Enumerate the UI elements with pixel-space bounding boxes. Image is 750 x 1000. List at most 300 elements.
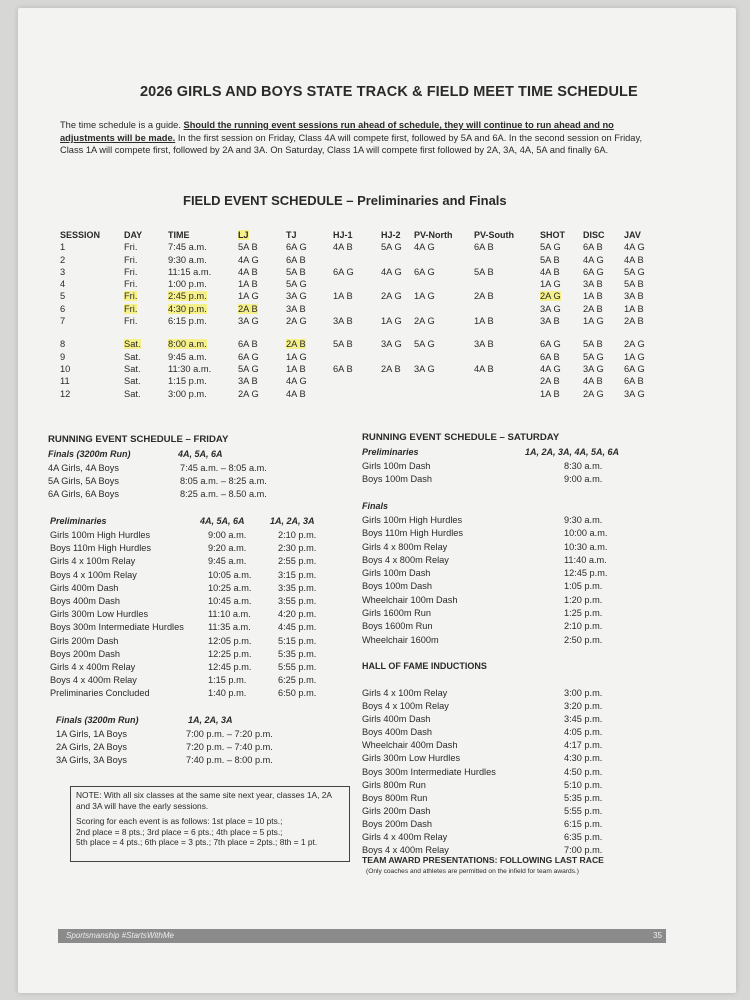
schedule-cell: 1:05 p.m. xyxy=(564,581,603,592)
footer-slogan: Sportsmanship #StartsWithMe xyxy=(66,931,174,940)
field-cell-text: 6:15 p.m. xyxy=(168,316,207,327)
field-cell xyxy=(381,278,414,290)
field-cell-text: 8:00 a.m. xyxy=(168,339,207,350)
field-cell-text: 1A B xyxy=(238,279,258,290)
schedule-cell: Girls 800m Run xyxy=(362,779,426,790)
field-cell xyxy=(124,315,168,333)
field-cell xyxy=(583,303,624,315)
document-page xyxy=(18,8,736,993)
field-cell-text: 3A B xyxy=(238,376,258,387)
schedule-cell: 1:15 p.m. xyxy=(208,675,247,686)
schedule-cell: Girls 300m Low Hurdles xyxy=(50,609,149,620)
field-cell xyxy=(168,278,238,290)
field-cell-text: 5A B xyxy=(333,339,353,350)
field-cell-text: 1A G xyxy=(238,291,259,302)
schedule-cell: Boys 4 x 100m Relay xyxy=(362,701,449,712)
field-cell xyxy=(474,303,540,315)
field-row xyxy=(60,375,654,387)
field-cell-text: Fri. xyxy=(124,266,138,277)
field-cell-text: 3A G xyxy=(624,388,645,399)
field-header-cell: HJ-1 xyxy=(333,230,353,240)
field-cell-text: 5A G xyxy=(583,351,604,362)
schedule-cell: 1:40 p.m. xyxy=(208,688,247,699)
field-cell xyxy=(414,333,474,351)
field-cell xyxy=(238,375,286,387)
field-cell xyxy=(168,290,238,302)
field-cell-text: 4A G xyxy=(583,254,604,265)
field-cell xyxy=(540,351,583,363)
field-cell-text: 6A B xyxy=(286,254,306,265)
schedule-cell: Girls 100m Dash xyxy=(362,461,431,471)
friday-late-finals-classes: 1A, 2A, 3A xyxy=(188,715,233,725)
field-cell xyxy=(474,290,540,302)
field-cell xyxy=(624,241,654,253)
schedule-cell: 12:45 p.m. xyxy=(564,568,608,579)
field-cell-text: 1:15 p.m. xyxy=(168,376,207,387)
field-cell xyxy=(333,363,381,375)
schedule-cell: 5:55 p.m. xyxy=(564,805,603,816)
field-cell xyxy=(333,254,381,266)
schedule-cell: Boys 300m Intermediate Hurdles xyxy=(362,766,496,777)
schedule-cell: Girls 100m Dash xyxy=(362,568,431,579)
field-cell xyxy=(286,303,333,315)
field-cell xyxy=(286,315,333,333)
field-cell-text: 3:00 p.m. xyxy=(168,388,207,399)
schedule-row xyxy=(362,818,702,831)
schedule-cell: 2:10 p.m. xyxy=(278,530,317,540)
schedule-cell: 7:45 a.m. – 8:05 a.m. xyxy=(180,463,267,473)
schedule-cell: Girls 400m Dash xyxy=(362,714,431,725)
schedule-cell: 5:35 p.m. xyxy=(278,648,317,659)
field-row xyxy=(60,363,654,375)
schedule-cell: Boys 4 x 400m Relay xyxy=(362,845,449,856)
note-box xyxy=(70,786,350,862)
field-cell xyxy=(540,315,583,333)
hall-of-fame-heading: HALL OF FAME INDUCTIONS xyxy=(362,661,487,671)
field-cell-text: 6A B xyxy=(474,242,494,253)
field-header-cell: PV-South xyxy=(474,230,514,240)
note-text: NOTE: With all six classes at the same site next year, classes 1A, 2A and 3A will have the early sessions. xyxy=(76,790,332,811)
schedule-cell: 10:30 a.m. xyxy=(564,541,608,552)
field-cell-text: 2A B xyxy=(381,363,401,374)
field-header-cell: TJ xyxy=(286,230,297,240)
field-cell xyxy=(474,266,540,278)
field-cell xyxy=(474,241,540,253)
schedule-cell: 3A Girls, 3A Boys xyxy=(56,754,127,765)
field-header-cell: SESSION xyxy=(60,230,101,240)
schedule-row xyxy=(362,527,702,540)
schedule-row xyxy=(362,687,702,700)
schedule-cell: 9:00 a.m. xyxy=(564,474,603,485)
field-cell xyxy=(124,303,168,315)
schedule-cell: 8:05 a.m. – 8:25 a.m. xyxy=(180,476,267,486)
field-cell-text: 5A G xyxy=(286,279,307,290)
schedule-cell: 4:17 p.m. xyxy=(564,740,603,751)
schedule-cell: 2:30 p.m. xyxy=(278,543,317,554)
field-cell-text: 4A B xyxy=(238,266,258,277)
schedule-row xyxy=(50,582,390,595)
schedule-cell: 11:10 a.m. xyxy=(208,609,251,620)
field-row xyxy=(60,241,654,253)
schedule-row xyxy=(362,554,702,567)
field-cell xyxy=(333,278,381,290)
field-cell xyxy=(624,303,654,315)
field-cell-text: 2A B xyxy=(624,316,644,327)
field-cell xyxy=(540,375,583,387)
field-cell xyxy=(381,254,414,266)
schedule-cell: 1A Girls, 1A Boys xyxy=(56,729,127,739)
field-cell xyxy=(540,241,583,253)
schedule-row xyxy=(50,555,390,568)
field-cell xyxy=(414,351,474,363)
schedule-row xyxy=(362,594,702,607)
field-cell xyxy=(474,375,540,387)
field-cell xyxy=(381,351,414,363)
team-award-note: (Only coaches and athletes are permitted on the infield for team awards.) xyxy=(366,868,579,875)
schedule-row xyxy=(50,661,390,674)
field-cell xyxy=(168,315,238,333)
field-cell xyxy=(414,315,474,333)
schedule-row xyxy=(362,620,702,633)
schedule-row xyxy=(50,687,390,700)
schedule-cell: 1:20 p.m. xyxy=(564,594,603,605)
schedule-cell: Boys 300m Intermediate Hurdles xyxy=(50,622,184,633)
field-cell xyxy=(624,266,654,278)
field-cell xyxy=(286,254,333,266)
field-cell xyxy=(474,315,540,333)
field-row xyxy=(60,388,654,400)
field-row xyxy=(60,290,654,302)
schedule-row xyxy=(48,488,388,501)
schedule-cell: 3:45 p.m. xyxy=(564,714,603,725)
field-cell xyxy=(124,375,168,387)
schedule-cell: Preliminaries Concluded xyxy=(50,688,150,699)
saturday-classes: 1A, 2A, 3A, 4A, 5A, 6A xyxy=(525,447,620,457)
schedule-row xyxy=(362,514,702,527)
field-cell xyxy=(168,363,238,375)
field-cell-text: 5A B xyxy=(238,242,258,253)
schedule-row xyxy=(362,607,702,620)
field-cell-text: 4A G xyxy=(414,242,435,253)
field-cell-text: 2A G xyxy=(381,291,402,302)
field-header-cell: PV-North xyxy=(414,230,453,240)
field-cell xyxy=(381,290,414,302)
field-cell xyxy=(124,278,168,290)
saturday-evening-list xyxy=(362,687,702,857)
schedule-cell: Boys 4 x 400m Relay xyxy=(50,675,137,686)
schedule-row xyxy=(362,726,702,739)
field-cell-text: 11:15 a.m. xyxy=(168,266,212,277)
field-cell-text: 11:30 a.m. xyxy=(168,363,212,374)
friday-prelims-col2: 1A, 2A, 3A xyxy=(270,516,315,526)
field-cell xyxy=(124,333,168,351)
field-cell-text: 4A B xyxy=(624,254,644,265)
field-cell xyxy=(583,388,624,400)
schedule-cell: Wheelchair 400m Dash xyxy=(362,740,458,751)
field-cell xyxy=(60,375,124,387)
field-cell-text: 6A G xyxy=(286,242,307,253)
schedule-cell: 11:40 a.m. xyxy=(564,554,607,565)
field-cell xyxy=(381,315,414,333)
field-cell xyxy=(168,375,238,387)
schedule-cell: Boys 110m High Hurdles xyxy=(362,528,463,539)
field-cell xyxy=(381,375,414,387)
field-cell-text: 1A B xyxy=(583,291,603,302)
friday-heading: RUNNING EVENT SCHEDULE – FRIDAY xyxy=(48,434,229,445)
field-cell-text: 6A B xyxy=(583,242,603,253)
scoring-line-2: 2nd place = 8 pts.; 3rd place = 6 pts.; 4th place = 5 pts.; xyxy=(76,826,283,837)
field-cell xyxy=(624,315,654,333)
field-cell-text: 5A B xyxy=(624,279,644,290)
field-cell-text: 6A G xyxy=(583,266,604,277)
field-cell xyxy=(583,363,624,375)
scoring-line-1: Scoring for each event is as follows: 1st place = 10 pts.; xyxy=(76,816,283,826)
field-cell-text: 2A B xyxy=(238,303,258,314)
field-cell-text: Sat. xyxy=(124,363,141,374)
field-cell xyxy=(124,266,168,278)
field-cell xyxy=(286,363,333,375)
field-cell-text: 4 xyxy=(60,279,66,290)
schedule-cell: 9:00 a.m. xyxy=(208,530,247,540)
field-header-cell: SHOT xyxy=(540,230,566,240)
field-cell-text: 9:45 a.m. xyxy=(168,351,207,362)
field-cell-text: 1A B xyxy=(286,363,306,374)
field-header-cell: TIME xyxy=(168,230,190,240)
field-cell xyxy=(168,303,238,315)
field-cell xyxy=(333,266,381,278)
field-cell-text: 12 xyxy=(60,388,71,399)
field-cell xyxy=(540,290,583,302)
schedule-cell: 5A Girls, 5A Boys xyxy=(48,476,119,486)
schedule-row xyxy=(50,621,390,634)
field-cell xyxy=(286,290,333,302)
field-cell xyxy=(238,254,286,266)
field-cell xyxy=(583,290,624,302)
schedule-cell: Wheelchair 100m Dash xyxy=(362,594,458,605)
field-cell-text: 6A G xyxy=(333,266,354,277)
field-cell-text: 3A G xyxy=(414,363,435,374)
schedule-cell: 5:35 p.m. xyxy=(564,792,603,803)
saturday-heading: RUNNING EVENT SCHEDULE – SATURDAY xyxy=(362,432,560,443)
schedule-row xyxy=(50,595,390,608)
field-cell xyxy=(540,388,583,400)
schedule-row xyxy=(362,634,702,647)
schedule-row xyxy=(362,580,702,593)
field-cell-text: 2A B xyxy=(540,376,560,387)
field-cell xyxy=(414,303,474,315)
field-cell-text: Sat. xyxy=(124,376,141,387)
schedule-cell: 6:25 p.m. xyxy=(278,675,317,686)
field-cell-text: 1A G xyxy=(624,351,645,362)
schedule-cell: Boys 800m Run xyxy=(362,792,428,803)
schedule-cell: Boys 4 x 100m Relay xyxy=(50,569,137,580)
field-cell xyxy=(414,363,474,375)
field-cell xyxy=(168,241,238,253)
field-cell-text: 5A B xyxy=(583,339,603,350)
schedule-cell: 9:45 a.m. xyxy=(208,556,247,567)
field-cell xyxy=(540,254,583,266)
field-cell-text: 3A G xyxy=(286,291,307,302)
schedule-cell: 7:00 p.m. xyxy=(564,845,603,856)
field-cell-text: Fri. xyxy=(124,254,138,265)
field-cell-text: 1 xyxy=(60,242,66,253)
schedule-cell: 4A Girls, 4A Boys xyxy=(48,463,119,473)
field-cell xyxy=(286,241,333,253)
field-cell xyxy=(624,351,654,363)
field-cell xyxy=(624,363,654,375)
field-cell xyxy=(381,266,414,278)
field-cell xyxy=(583,278,624,290)
field-cell-text: 2A G xyxy=(414,316,435,327)
schedule-row xyxy=(50,542,390,555)
schedule-cell: 4:45 p.m. xyxy=(278,622,317,633)
field-cell xyxy=(286,375,333,387)
schedule-cell: Girls 4 x 100m Relay xyxy=(362,688,448,698)
schedule-row xyxy=(50,529,390,542)
field-cell-text: 1:00 p.m. xyxy=(168,279,207,290)
schedule-cell: 4:30 p.m. xyxy=(564,753,603,764)
friday-finals-list xyxy=(48,462,388,501)
field-cell-text: 2A B xyxy=(474,291,494,302)
schedule-cell: 4:05 p.m. xyxy=(564,727,603,738)
schedule-cell: Boys 1600m Run xyxy=(362,621,433,632)
friday-prelims-col1: 4A, 5A, 6A xyxy=(200,516,245,526)
field-cell xyxy=(168,388,238,400)
field-cell-text: 1A G xyxy=(583,316,604,327)
field-cell xyxy=(583,254,624,266)
schedule-cell: Girls 300m Low Hurdles xyxy=(362,753,461,764)
field-cell xyxy=(381,388,414,400)
schedule-row xyxy=(362,792,702,805)
schedule-cell: Girls 4 x 100m Relay xyxy=(50,556,136,567)
field-cell xyxy=(583,333,624,351)
field-cell-text: 1A B xyxy=(333,291,353,302)
field-cell xyxy=(238,278,286,290)
schedule-row xyxy=(362,713,702,726)
field-cell xyxy=(124,388,168,400)
field-cell xyxy=(333,241,381,253)
field-cell xyxy=(60,241,124,253)
schedule-row xyxy=(56,754,396,767)
field-cell-text: 6A G xyxy=(624,363,645,374)
schedule-cell: Girls 200m Dash xyxy=(50,635,119,646)
field-cell-text: 1A G xyxy=(381,316,402,327)
schedule-cell: Girls 4 x 400m Relay xyxy=(362,832,448,843)
schedule-cell: Girls 200m Dash xyxy=(362,805,431,816)
field-cell xyxy=(60,315,124,333)
field-cell xyxy=(624,375,654,387)
field-cell-text: 2A G xyxy=(238,388,259,399)
schedule-cell: 7:20 p.m. – 7:40 p.m. xyxy=(186,741,273,752)
field-cell-text: Fri. xyxy=(124,279,138,290)
field-row xyxy=(60,333,654,351)
field-header-cell: HJ-2 xyxy=(381,230,401,240)
schedule-row xyxy=(362,473,702,486)
schedule-row xyxy=(50,648,390,661)
field-cell-text: 6A B xyxy=(333,363,353,374)
field-cell xyxy=(60,290,124,302)
field-cell-text: 3 xyxy=(60,266,66,277)
field-cell xyxy=(168,254,238,266)
friday-prelims-list xyxy=(50,529,390,700)
schedule-cell: Boys 400m Dash xyxy=(362,727,432,738)
schedule-row xyxy=(56,728,396,741)
schedule-cell: Girls 400m Dash xyxy=(50,582,119,593)
schedule-cell: Girls 4 x 800m Relay xyxy=(362,541,448,552)
field-cell-text: 5A G xyxy=(540,242,561,253)
schedule-cell: Boys 4 x 800m Relay xyxy=(362,554,449,565)
field-cell xyxy=(60,303,124,315)
field-cell-text: 4A G xyxy=(540,363,561,374)
field-cell-text: 4A G xyxy=(286,376,307,387)
field-cell-text: 5A G xyxy=(624,266,645,277)
field-cell-text: 3A G xyxy=(381,339,402,350)
intro-lead: The time schedule is a guide. xyxy=(60,120,181,130)
field-cell-text: 2 xyxy=(60,254,66,265)
saturday-prelims-label: Preliminaries xyxy=(362,447,419,457)
schedule-cell: 12:05 p.m. xyxy=(208,635,252,646)
field-cell-text: 6A B xyxy=(624,376,644,387)
friday-late-finals-list xyxy=(56,728,396,766)
field-cell xyxy=(414,254,474,266)
field-cell-text: 1A G xyxy=(540,279,561,290)
field-cell-text: 8 xyxy=(60,339,66,350)
schedule-cell: 11:35 a.m. xyxy=(208,622,251,633)
schedule-cell: 3:55 p.m. xyxy=(278,595,317,606)
schedule-cell: 2:10 p.m. xyxy=(564,621,603,632)
schedule-cell: Girls 100m High Hurdles xyxy=(362,515,463,525)
field-cell xyxy=(333,388,381,400)
field-cell-text: 6A B xyxy=(540,351,560,362)
field-cell-text: 3A B xyxy=(286,303,306,314)
schedule-cell: Wheelchair 1600m xyxy=(362,634,439,645)
schedule-cell: 10:00 a.m. xyxy=(564,528,608,539)
schedule-row xyxy=(50,569,390,582)
field-cell xyxy=(381,241,414,253)
field-cell-text: Sat. xyxy=(124,339,141,350)
field-cell xyxy=(238,388,286,400)
field-cell-text: 2A G xyxy=(286,316,307,327)
field-cell xyxy=(286,278,333,290)
schedule-cell: 9:30 a.m. xyxy=(564,515,603,525)
schedule-row xyxy=(50,635,390,648)
field-cell xyxy=(540,363,583,375)
field-cell xyxy=(124,290,168,302)
schedule-row xyxy=(362,831,702,844)
field-cell xyxy=(583,315,624,333)
schedule-row xyxy=(48,462,388,475)
field-cell-text: 2A B xyxy=(583,303,603,314)
field-cell-text: 4A B xyxy=(583,376,603,387)
field-cell xyxy=(474,363,540,375)
friday-finals-classes: 4A, 5A, 6A xyxy=(178,449,223,459)
field-header-cell: LJ xyxy=(238,230,249,240)
schedule-cell: 5:15 p.m. xyxy=(278,635,317,646)
field-cell-text: 11 xyxy=(60,376,70,387)
field-cell-text: 2A G xyxy=(624,339,645,350)
schedule-cell: 2A Girls, 2A Boys xyxy=(56,741,127,752)
field-header-cell: JAV xyxy=(624,230,641,240)
saturday-prelims-list xyxy=(362,460,702,486)
field-cell xyxy=(333,315,381,333)
field-cell xyxy=(540,266,583,278)
schedule-cell: Boys 100m Dash xyxy=(362,581,432,592)
page-title: 2026 GIRLS AND BOYS STATE TRACK & FIELD MEET TIME SCHEDULE xyxy=(140,84,638,100)
field-cell-text: 5A B xyxy=(286,266,306,277)
field-cell xyxy=(474,254,540,266)
schedule-row xyxy=(56,741,396,754)
field-cell-text: 9 xyxy=(60,351,66,362)
